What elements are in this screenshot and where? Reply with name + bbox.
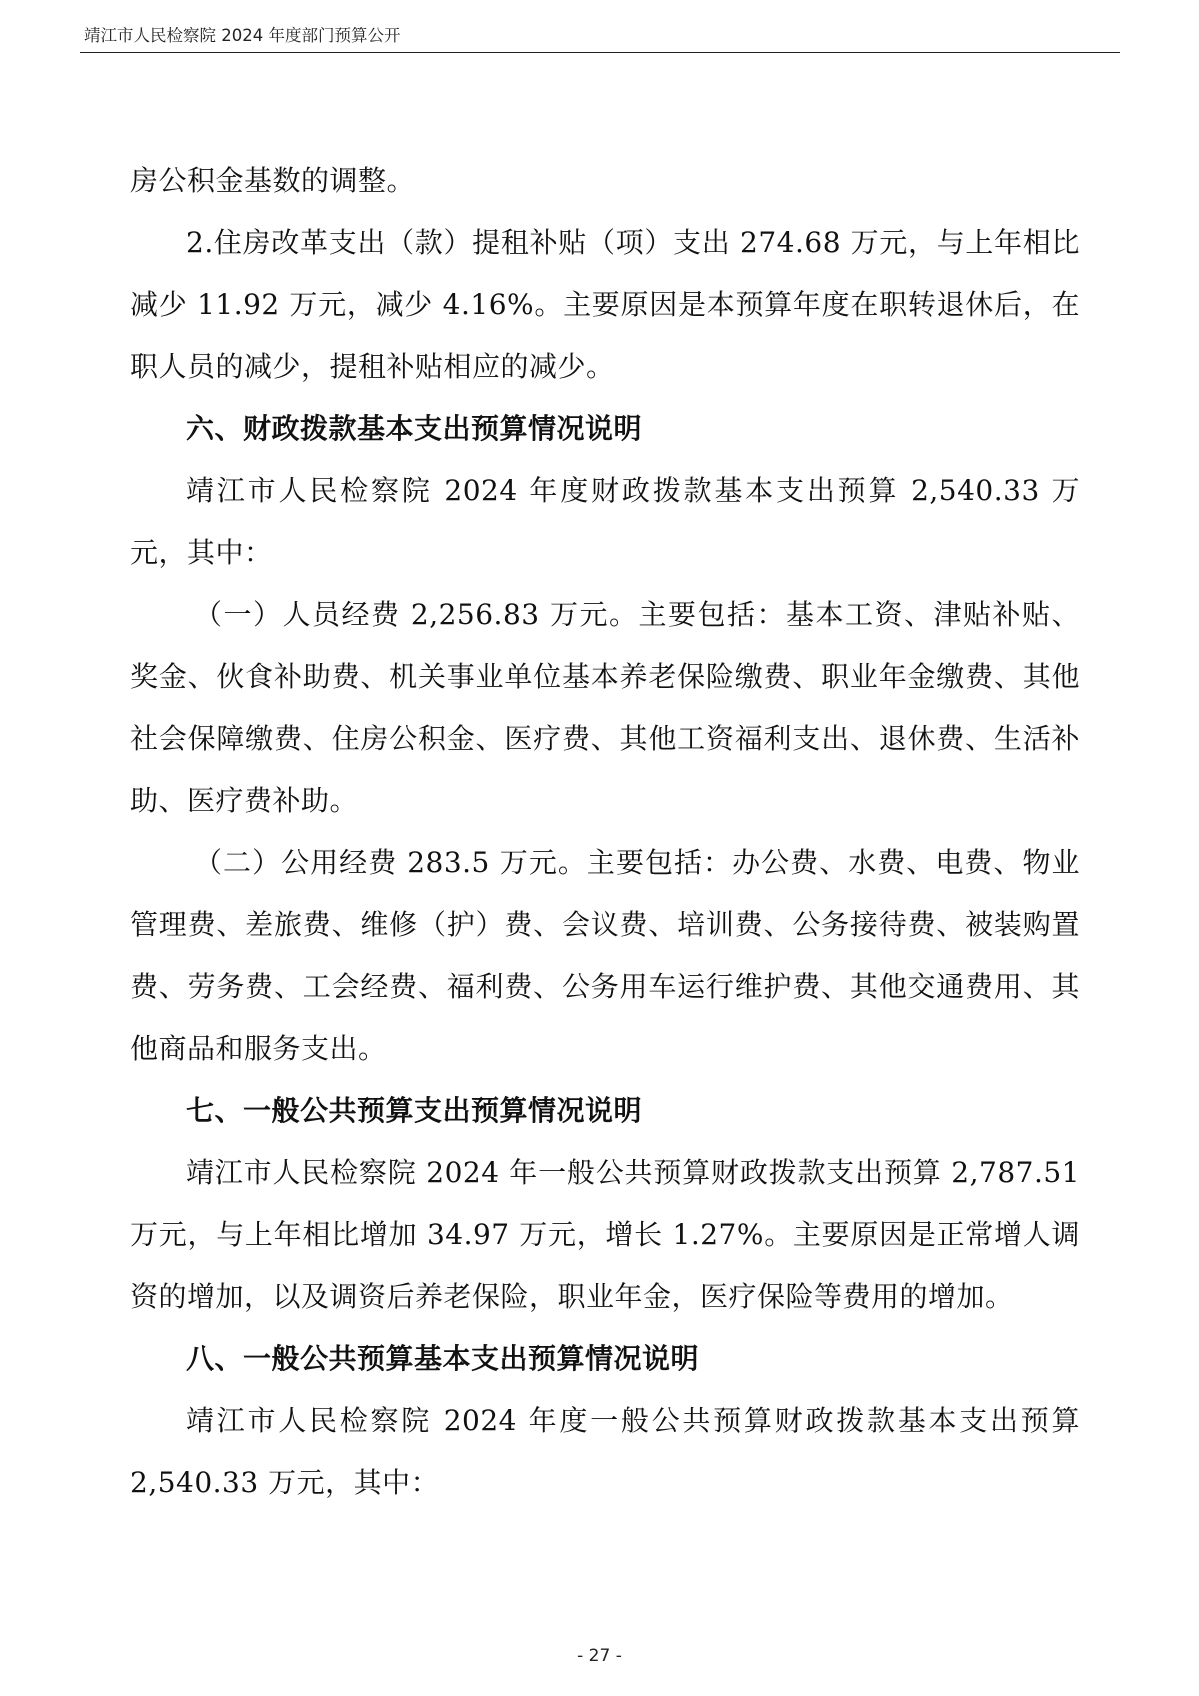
paragraph-housing-reform: 2.住房改革支出（款）提租补贴（项）支出 274.68 万元，与上年相比减少 11.92 万元，减少 4.16%。主要原因是本预算年度在职转退休后，在职人员的减少，提租补贴相应的减少。 [130,226,1080,383]
paragraph-public-expenses: （二）公用经费 283.5 万元。主要包括：办公费、水费、电费、物业管理费、差旅费、维修（护）费、会议费、培训费、公务接待费、被装购置费、劳务费、工会经费、福利费、公务用车运行维护费、其他交通费用、其他商品和服务支出。 [130,846,1080,1065]
page-number: - 27 - [577,1646,622,1666]
document-body [130,150,1080,1514]
section-heading-7: 七、一般公共预算支出预算情况说明 [186,1094,643,1127]
paragraph-general-basic-expenditure: 靖江市人民检察院 2024 年度一般公共预算财政拨款基本支出预算 2,540.33 万元，其中： [130,1404,1080,1499]
paragraph-continued: 房公积金基数的调整。 [130,164,416,197]
paragraph-basic-expenditure-total: 靖江市人民检察院 2024 年度财政拨款基本支出预算 2,540.33 万元，其中： [130,474,1080,569]
paragraph-personnel-expenses: （一）人员经费 2,256.83 万元。主要包括：基本工资、津贴补贴、奖金、伙食补助费、机关事业单位基本养老保险缴费、职业年金缴费、其他社会保障缴费、住房公积金、医疗费、其他工资福利支出、退休费、生活补助、医疗费补助。 [130,598,1080,817]
section-heading-8: 八、一般公共预算基本支出预算情况说明 [186,1342,700,1375]
section-heading-6: 六、财政拨款基本支出预算情况说明 [186,412,643,445]
page-header [80,20,1120,53]
header-title: 靖江市人民检察院 2024 年度部门预算公开 [84,26,401,45]
paragraph-general-budget: 靖江市人民检察院 2024 年一般公共预算财政拨款支出预算 2,787.51 万元，与上年相比增加 34.97 万元，增长 1.27%。主要原因是正常增人调资的增加，以及调资后养老保险，职业年金，医疗保险等费用的增加。 [130,1156,1080,1313]
